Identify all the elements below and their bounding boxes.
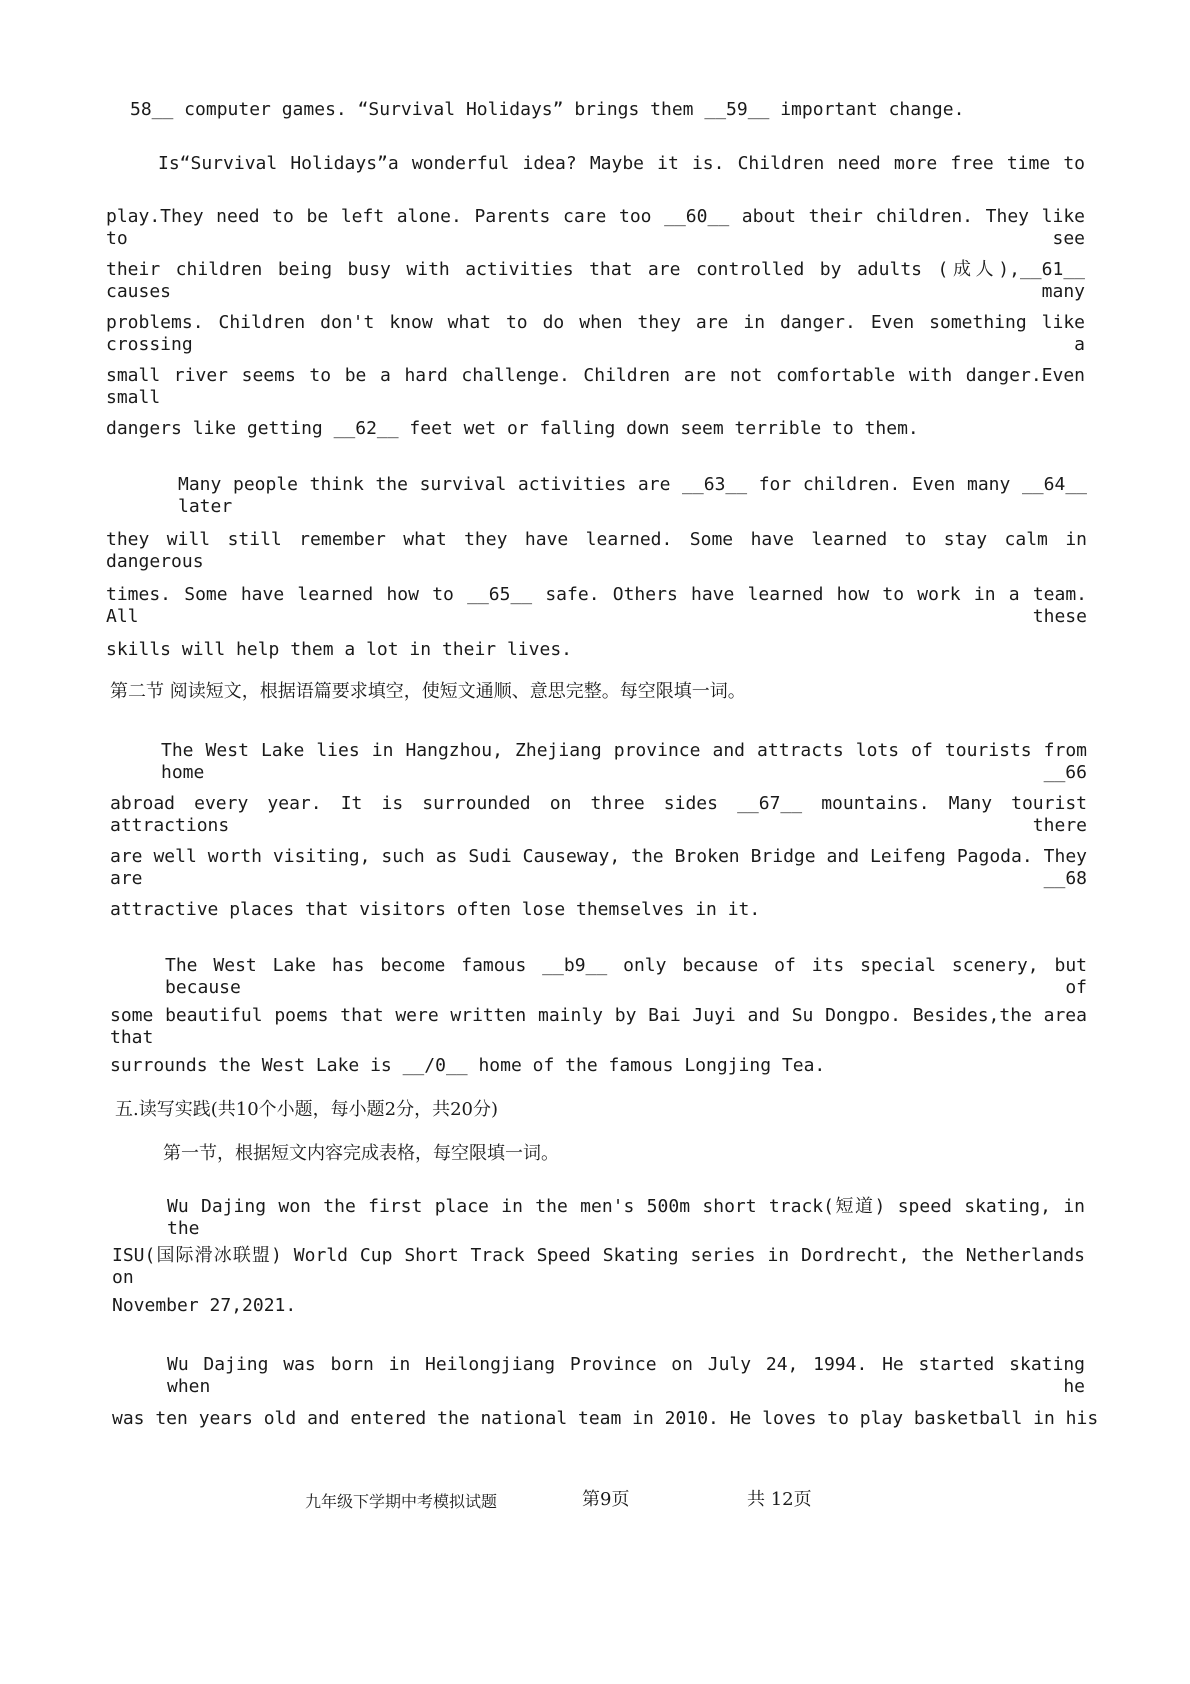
passage1-line-1: 58__ computer games. “Survival Holidays” brings them __59__ important change.: [130, 99, 965, 120]
passage1-para3-line-3: times. Some have learned how to __65__ safe. Others have learned how to work in a team. All these: [106, 584, 1087, 627]
part5-subheading: 第一节，根据短文内容完成表格，每空限填一词。: [163, 1143, 559, 1164]
section2-para2-line-3: surrounds the West Lake is __/0__ home of the famous Longjing Tea.: [110, 1055, 826, 1076]
footer-page-number: 第9页: [582, 1489, 630, 1510]
part5-para2-line-1: Wu Dajing was born in Heilongjiang Province on July 24, 1994. He started skating when he: [167, 1354, 1085, 1397]
part5-para1-line-1: Wu Dajing won the first place in the men's 500m short track(短道) speed skating, in the: [167, 1196, 1085, 1239]
passage1-para2-line-6: dangers like getting __62__ feet wet or falling down seem terrible to them.: [106, 418, 919, 439]
section2-para1-line-1: The West Lake lies in Hangzhou, Zhejiang province and attracts lots of tourists from home __66: [161, 740, 1087, 783]
passage1-para2-line-5: small river seems to be a hard challenge. Children are not comfortable with danger.Even small: [106, 365, 1085, 408]
section2-para1-line-4: attractive places that visitors often lose themselves in it.: [110, 899, 761, 920]
passage1-para2-line-2: play.They need to be left alone. Parents care too __60__ about their children. They like to see: [106, 206, 1085, 249]
part5-para2-line-2: was ten years old and entered the national team in 2010. He loves to play basketball in his: [112, 1408, 1099, 1429]
passage1-para3-line-4: skills will help them a lot in their lives.: [106, 639, 572, 660]
section2-para1-line-3: are well worth visiting, such as Sudi Causeway, the Broken Bridge and Leifeng Pagoda. They are __68: [110, 846, 1087, 889]
section2-para1-line-2: abroad every year. It is surrounded on three sides __67__ mountains. Many tourist attractions there: [110, 793, 1087, 836]
section2-para2-line-2: some beautiful poems that were written mainly by Bai Juyi and Su Dongpo. Besides,the area that: [110, 1005, 1087, 1048]
part5-heading: 五.读写实践(共10个小题，每小题2分，共20分): [115, 1099, 499, 1120]
passage1-para3-line-2: they will still remember what they have learned. Some have learned to stay calm in dangerous: [106, 529, 1087, 572]
passage1-para3-line-1: Many people think the survival activities are __63__ for children. Even many __64__ later: [178, 474, 1087, 517]
passage1-para2-line-3: their children being busy with activities that are controlled by adults (成人),__61__ causes many: [106, 259, 1085, 302]
passage1-para2-line-1: Is“Survival Holidays”a wonderful idea? Maybe it is. Children need more free time to: [158, 153, 1085, 174]
footer-total-pages: 共 12页: [747, 1489, 812, 1510]
section2-heading: 第二节 阅读短文，根据语篇要求填空，使短文通顺、意思完整。每空限填一词。: [110, 681, 746, 702]
footer-exam-name: 九年级下学期中考模拟试题: [305, 1492, 498, 1511]
part5-para1-line-2: ISU(国际滑冰联盟) World Cup Short Track Speed Skating series in Dordrecht, the Netherlands on: [112, 1245, 1085, 1288]
section2-para2-line-1: The West Lake has become famous __b9__ only because of its special scenery, but because of: [165, 955, 1087, 998]
part5-para1-line-3: November 27,2021.: [112, 1295, 297, 1316]
passage1-para2-line-4: problems. Children don't know what to do when they are in danger. Even something like crossing a: [106, 312, 1085, 355]
